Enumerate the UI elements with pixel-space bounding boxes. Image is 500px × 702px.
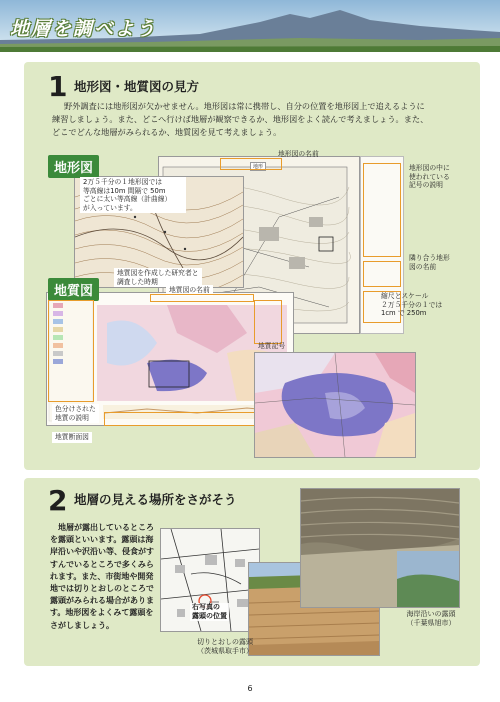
- legend-label: [409, 164, 450, 190]
- section-2-body-line-8: す。地形図をよくみて露頭を: [50, 608, 154, 618]
- adjacent-label-line-2: 図の名前: [409, 262, 437, 271]
- section-2-body-line-4: すんでいるところで多くみら: [50, 559, 154, 569]
- contour-label: [80, 177, 186, 213]
- section-2-body-line-3: 岸沿いや沢沿い等、侵食がす: [50, 547, 154, 557]
- cut-outcrop-caption-line-1: 切りとおしの露頭: [197, 638, 253, 646]
- color-legend-label-line-2: 地質の説明: [55, 413, 89, 422]
- section-1-body-line-2: 練習しましょう。また、どこへ行けば地層が観察できるか、地形図をよく読んで考えましょう。また、: [52, 114, 429, 124]
- scale-label-line-2: ２万５千分の１では: [381, 300, 443, 309]
- outcrop-location-label-line-2: 露頭の位置: [192, 612, 227, 620]
- section-2-body-line-9: さがしましょう。: [50, 620, 114, 630]
- outcrop-location-label: [190, 603, 229, 621]
- legend-label-line-2: 使われている: [409, 172, 450, 181]
- contour-label-line-1: 2万５千分の１地形図では: [83, 178, 163, 186]
- section-2-body-line-1: 地層が露出しているところ: [58, 523, 154, 532]
- contour-label-line-3: ごとに太い等高線（計曲線）: [83, 195, 172, 204]
- geologic-zoom-graphic: [255, 353, 415, 457]
- legend-highlight-box: [363, 163, 401, 257]
- topographic-map-tag: 地形図: [48, 155, 99, 178]
- map-name-label: 地形図の名前: [278, 150, 319, 158]
- section-2-body-line-2: を露頭といいます。露頭は海: [50, 535, 154, 545]
- section-2-number: 2: [48, 484, 68, 517]
- coastal-outcrop-caption-line-2: （千葉県旭市）: [406, 619, 456, 627]
- geologic-map-zoom: [254, 352, 416, 458]
- coastal-outcrop-photo: [300, 488, 460, 608]
- scale-label-line-3: 1cm で 250m: [381, 309, 427, 318]
- topographic-sheet-tag: 地形: [250, 162, 266, 171]
- geo-symbol-highlight-box: [254, 300, 282, 344]
- section-1-title: 地形図・地質図の見方: [74, 79, 200, 94]
- color-legend-highlight-box: [48, 300, 94, 402]
- color-legend-label-line-1: 色分けされた: [55, 405, 96, 413]
- section-1-body-line-1: 野外調査には地形図が欠かせません。地形図は常に携帯し、自分の位置を地形図上で追えるように: [64, 101, 425, 111]
- legend-label-line-3: 記号の説明: [409, 181, 443, 190]
- cut-outcrop-caption: [182, 638, 268, 656]
- legend-label-line-1: 地形図の中に: [409, 164, 450, 172]
- outcrop-location-label-line-1: 右写真の: [192, 603, 220, 611]
- adjacent-label-line-1: 隣り合う地形: [409, 254, 450, 262]
- scale-label: [381, 292, 442, 318]
- cross-section-highlight-box: [104, 412, 276, 426]
- geologic-map-tag: 地質図: [48, 278, 99, 301]
- cross-section-label: 地質断面図: [52, 432, 92, 443]
- page-title: 地層を調べよう: [10, 18, 158, 40]
- section-2-title: 地層の見える場所をさがそう: [74, 492, 237, 507]
- coastal-outcrop-caption-line-1: 海岸沿いの露頭: [406, 610, 456, 618]
- contour-label-line-2: 等高線は10m 間隔で 50m: [83, 186, 166, 195]
- scale-label-line-1: 縮尺とスケール: [381, 292, 429, 300]
- geologic-map-name-label: 地質図の名前: [166, 285, 213, 296]
- adjacent-highlight-box: [363, 261, 401, 287]
- section-1-body-line-3: どこでどんな地層がみられるか、地質図を見て考えましょう。: [52, 127, 282, 137]
- coastal-outcrop-caption: [390, 610, 472, 628]
- color-legend-label: [52, 404, 99, 423]
- contour-label-line-4: が入っています。: [83, 203, 137, 212]
- geologic-symbol-label: 地質記号: [258, 342, 286, 350]
- map-name-highlight-box: [220, 158, 282, 170]
- geologic-name-highlight-box: [150, 294, 254, 302]
- header-banner: [0, 0, 500, 52]
- page-number: 6: [247, 684, 253, 693]
- section-2-body-line-7: 露頭がみられる場合がありま: [50, 596, 154, 606]
- cut-outcrop-caption-line-2: （茨城県取手市）: [197, 647, 253, 655]
- researcher-label-line-2: 調査した時期: [117, 277, 158, 286]
- researcher-label-line-1: 地質図を作成した研究者と: [117, 269, 199, 277]
- adjacent-map-label: [409, 254, 450, 271]
- section-2-body-line-5: れます。また、市街地や開発: [50, 571, 154, 581]
- section-2-body-line-6: 地では切りとおしのところで: [50, 584, 154, 594]
- section-1-number: 1: [48, 70, 68, 103]
- coastal-outcrop-photo-graphic: [301, 489, 459, 607]
